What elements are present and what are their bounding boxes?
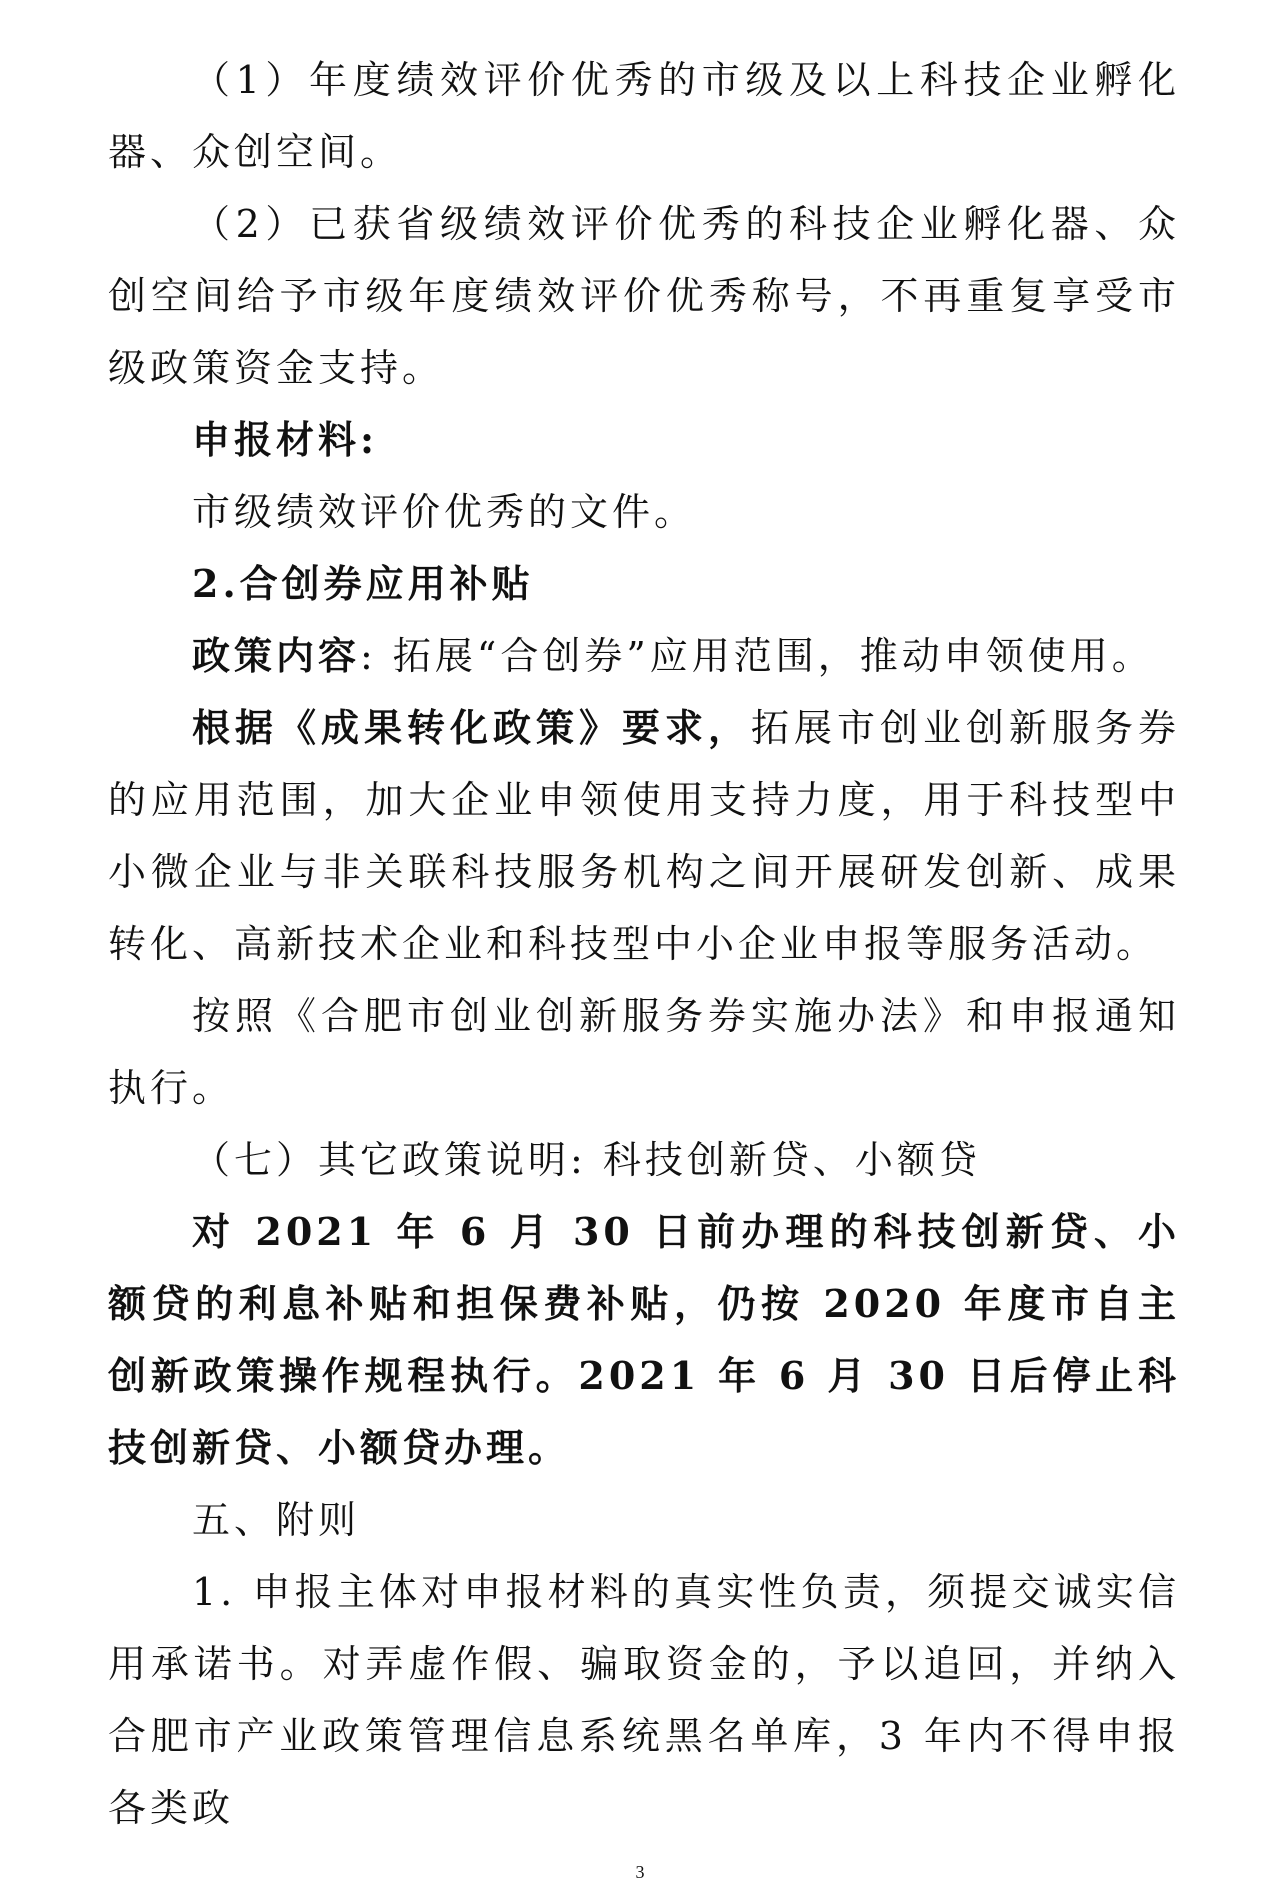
supplementary-item-1: 1. 申报主体对申报材料的真实性负责，须提交诚实信用承诺书。对弄虚作假、骗取资金的，予以追回，并纳入合肥市产业政策管理信息系统黑名单库，3 年内不得申报各类政	[108, 1570, 1180, 1830]
policy-basis-paragraph	[108, 692, 1180, 980]
policy-basis-bold: 根据《成果转化政策》要求，	[192, 705, 751, 750]
policy-content-text: : 拓展“合创券”应用范围，推动申领使用。	[360, 634, 1154, 678]
paragraph-item-1: （1）年度绩效评价优秀的市级及以上科技企业孵化器、众创空间。	[108, 58, 1180, 174]
policy-content-paragraph	[108, 620, 1180, 692]
page-body	[108, 44, 1180, 1844]
supplementary-provisions-heading: 五、附则	[192, 1498, 361, 1542]
paragraph-item-2: （2）已获省级绩效评价优秀的科技企业孵化器、众创空间给予市级年度绩效评价优秀称号，不再重复享受市级政策资金支持。	[108, 202, 1180, 390]
section-heading-hechuangquan: 2.合创券应用补贴	[192, 561, 534, 606]
page-number: 3	[635, 1862, 645, 1882]
policy-content-label: 政策内容	[192, 633, 361, 678]
application-materials-text: 市级绩效评价优秀的文件。	[192, 490, 697, 534]
policy-basis-text: 拓展市创业创新服务券的应用范围，加大企业申领使用支持力度，用于科技型中小微企业与非关联科技服务机构之间开展研发创新、成果转化、高新技术企业和科技型中小企业申报等服务活动。	[108, 706, 1180, 966]
other-policy-heading: （七）其它政策说明: 科技创新贷、小额贷	[192, 1138, 981, 1182]
loan-notice-paragraph: 对 2021 年 6 月 30 日前办理的科技创新贷、小额贷的利息补贴和担保费补贴，仍按 2020 年度市自主创新政策操作规程执行。2021 年 6 月 30 日后停止科技创新贷、小额贷办理。	[108, 1209, 1180, 1470]
application-materials-label: 申报材料:	[192, 417, 379, 462]
implementation-paragraph: 按照《合肥市创业创新服务券实施办法》和申报通知执行。	[108, 994, 1180, 1110]
